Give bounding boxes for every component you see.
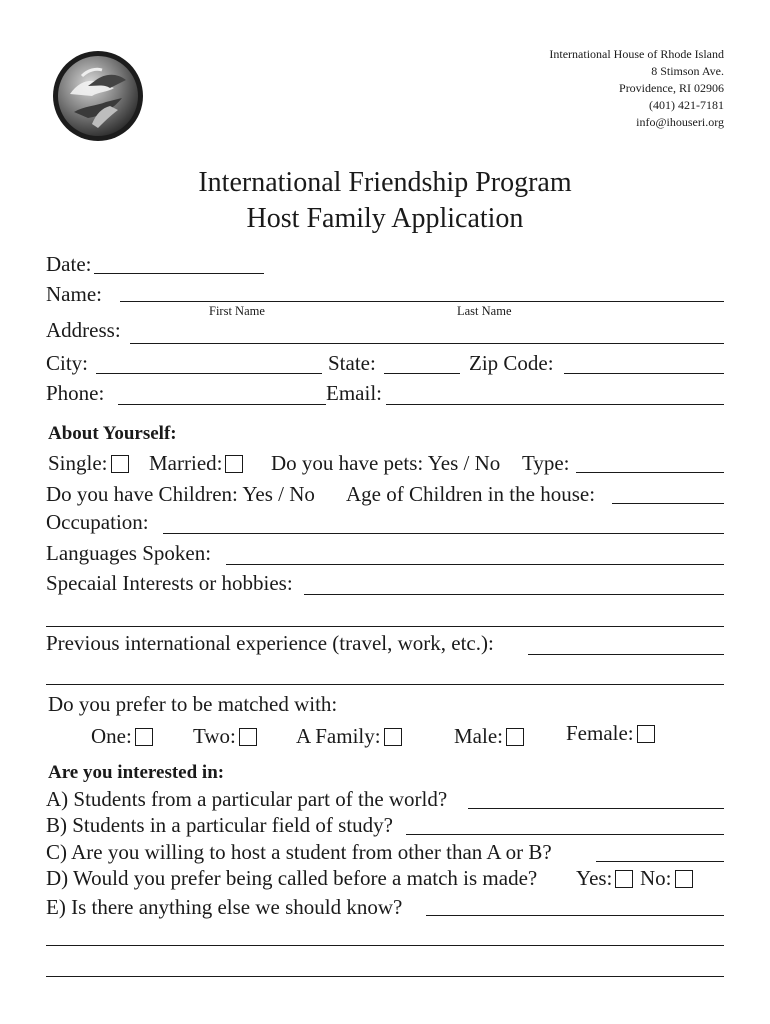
question-e-field-line-3[interactable] [46, 976, 724, 977]
occupation-field[interactable] [163, 533, 724, 534]
organization-city: Providence, RI 02906 [619, 81, 724, 95]
zip-field[interactable] [564, 373, 724, 374]
organization-name: International House of Rhode Island [549, 47, 724, 61]
one-label: One: [91, 724, 132, 748]
married-label: Married: [149, 451, 223, 475]
call-yes-option [576, 866, 633, 891]
female-checkbox[interactable] [637, 725, 655, 743]
call-yes-checkbox[interactable] [615, 870, 633, 888]
two-label: Two: [193, 724, 236, 748]
children-question: Do you have Children: Yes / No [46, 482, 315, 506]
phone-field[interactable] [118, 404, 326, 405]
organization-email: info@ihouseri.org [636, 115, 724, 129]
family-option [296, 724, 402, 749]
about-heading: About Yourself: [48, 423, 177, 444]
married-option [149, 451, 243, 476]
question-e-field-line-2[interactable] [46, 945, 724, 946]
call-no-label: No: [640, 866, 672, 890]
single-label: Single: [48, 451, 108, 475]
date-label: Date: [46, 252, 92, 276]
email-field[interactable] [386, 404, 724, 405]
family-label: A Family: [296, 724, 381, 748]
languages-field[interactable] [226, 564, 724, 565]
question-a: A) Students from a particular part of the world? [46, 787, 448, 811]
interests-label: Specaial Interests or hobbies: [46, 571, 293, 595]
occupation-label: Occupation: [46, 510, 149, 534]
organization-logo [52, 50, 144, 142]
first-name-caption: First Name [209, 304, 265, 318]
experience-field[interactable] [528, 654, 724, 655]
question-c: C) Are you willing to host a student from other than A or B? [46, 840, 552, 864]
single-checkbox[interactable] [111, 455, 129, 473]
question-b-field[interactable] [406, 834, 724, 835]
one-checkbox[interactable] [135, 728, 153, 746]
address-field[interactable] [130, 343, 724, 344]
one-option [91, 724, 153, 749]
question-b: B) Students in a particular field of study? [46, 813, 394, 837]
question-e: E) Is there anything else we should know? [46, 895, 403, 919]
city-label: City: [46, 351, 89, 375]
question-e-field[interactable] [426, 915, 724, 916]
pet-type-label: Type: [522, 451, 570, 475]
email-label: Email: [326, 381, 382, 405]
name-field[interactable] [120, 301, 724, 302]
male-option [454, 724, 524, 749]
interests-field[interactable] [304, 594, 724, 595]
children-age-field[interactable] [612, 503, 724, 504]
interests-field-line-2[interactable] [46, 626, 724, 627]
form-subtitle: Host Family Application [246, 203, 524, 234]
two-checkbox[interactable] [239, 728, 257, 746]
form-title: International Friendship Program [198, 167, 572, 198]
two-option [193, 724, 257, 749]
languages-label: Languages Spoken: [46, 541, 212, 565]
call-yes-label: Yes: [576, 866, 613, 890]
call-no-checkbox[interactable] [675, 870, 693, 888]
date-field[interactable] [94, 273, 264, 274]
female-label: Female: [566, 721, 634, 745]
question-d: D) Would you prefer being called before a match is made? [46, 866, 538, 890]
single-option [48, 451, 129, 476]
children-age-label: Age of Children in the house: [346, 482, 596, 506]
question-c-field[interactable] [596, 861, 724, 862]
city-field[interactable] [96, 373, 322, 374]
state-label: State: [328, 351, 376, 375]
pets-question: Do you have pets: Yes / No [271, 451, 501, 475]
experience-label: Previous international experience (travel, work, etc.): [46, 631, 494, 655]
married-checkbox[interactable] [225, 455, 243, 473]
organization-street: 8 Stimson Ave. [651, 64, 724, 78]
organization-phone: (401) 421-7181 [649, 98, 724, 112]
last-name-caption: Last Name [457, 304, 512, 318]
family-checkbox[interactable] [384, 728, 402, 746]
interest-heading: Are you interested in: [48, 762, 225, 783]
address-label: Address: [46, 318, 121, 342]
question-a-field[interactable] [468, 808, 724, 809]
match-preference-question: Do you prefer to be matched with: [48, 692, 338, 716]
experience-field-line-2[interactable] [46, 684, 724, 685]
pet-type-field[interactable] [576, 472, 724, 473]
zip-label: Zip Code: [469, 351, 554, 375]
phone-label: Phone: [46, 381, 105, 405]
male-checkbox[interactable] [506, 728, 524, 746]
female-option [566, 721, 655, 746]
name-label: Name: [46, 282, 102, 306]
male-label: Male: [454, 724, 503, 748]
call-no-option [640, 866, 693, 891]
state-field[interactable] [384, 373, 460, 374]
